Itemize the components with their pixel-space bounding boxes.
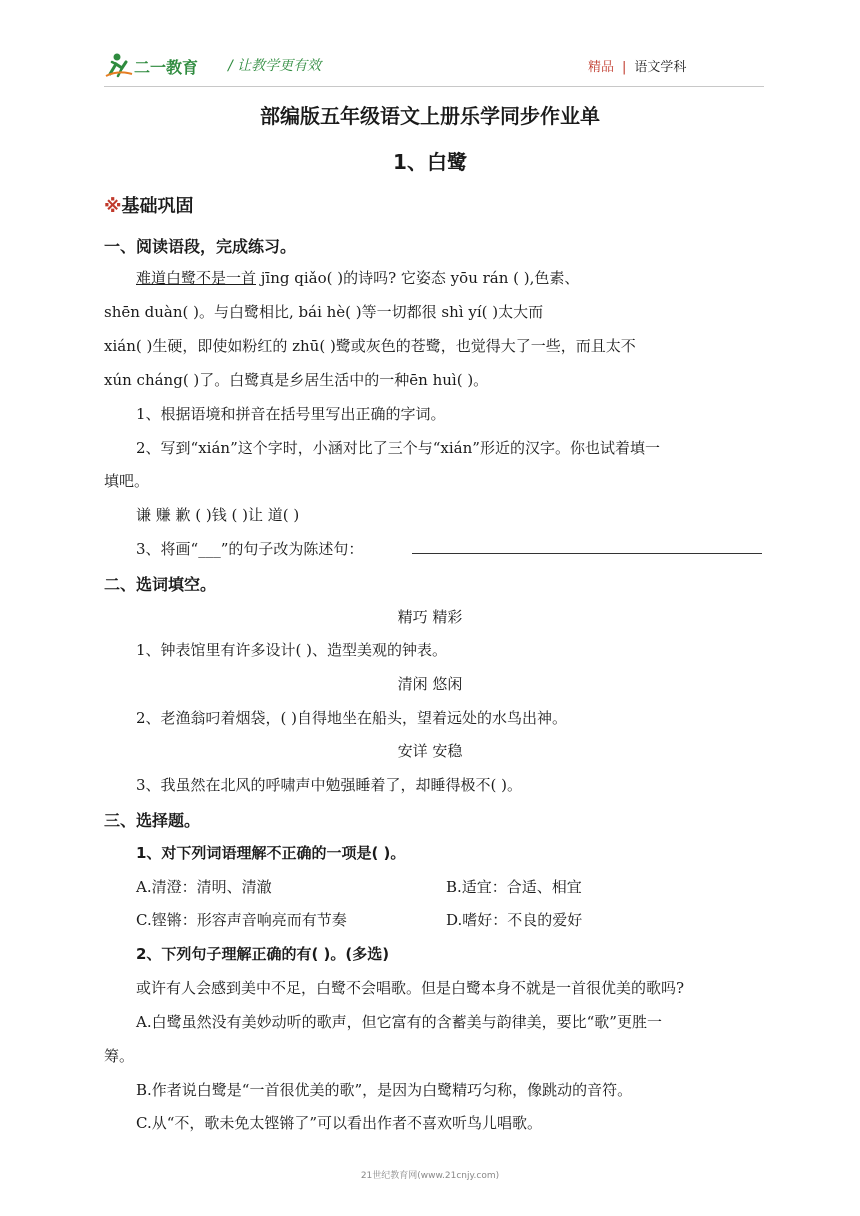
logo-text: 二一教育 xyxy=(134,58,199,77)
page-subtitle: 1、白鹭 xyxy=(393,150,467,174)
header-rule xyxy=(104,86,764,87)
header-divider: | xyxy=(622,60,627,75)
question-1-1: 1、根据语境和拼音在括号里写出正确的字词。 xyxy=(136,405,446,423)
section-mark: ※ xyxy=(104,196,122,217)
choice-question-1: 1、对下列词语理解不正确的一项是( )。 xyxy=(136,844,406,862)
underlined-sentence: 难道白鹭不是一首 xyxy=(136,269,257,287)
option-2a-cont: 筹。 xyxy=(104,1047,135,1065)
question-1-2-cont: 填吧。 xyxy=(104,472,150,490)
runner-icon xyxy=(106,54,132,77)
header-tags xyxy=(588,56,686,75)
option-1a[interactable]: A.清澄：清明、清澈 xyxy=(136,878,272,896)
question-1-2: 2、写到“xián”这个字时，小涵对比了三个与“xián”形近的汉字。你也试着填一 xyxy=(136,439,660,457)
char-fill-row: 谦 赚 歉 ( )钱 ( )让 道( ) xyxy=(136,506,300,524)
fill-sentence-3: 3、我虽然在北风的呼啸声中勉强睡着了，却睡得极不( )。 xyxy=(136,776,523,794)
header-slogan: / 让教学更有效 xyxy=(228,58,322,74)
page-title: 部编版五年级语文上册乐学同步作业单 xyxy=(260,104,600,128)
badge-label: 精品 xyxy=(588,60,615,75)
fill-sentence-2: 2、老渔翁叼着烟袋，( )自得地坐在船头，望着远处的水鸟出神。 xyxy=(136,709,568,727)
word-choice-3: 安详 安稳 xyxy=(397,742,463,760)
passage-line-4: xún cháng( )了。白鹭真是乡居生活中的一种ēn huì( )。 xyxy=(104,371,489,389)
answer-line[interactable] xyxy=(412,553,762,554)
passage-line-3: xián( )生硬，即使如粉红的 zhū( )鹭或灰色的苍鹭，也觉得大了一些，而且太不 xyxy=(104,337,636,355)
option-1d[interactable]: D.嗜好：不良的爱好 xyxy=(446,911,583,929)
word-choice-1: 精巧 精彩 xyxy=(397,608,463,626)
option-2c[interactable]: C.从“不，歌未免太铿锵了”可以看出作者不喜欢听鸟儿唱歌。 xyxy=(136,1114,543,1132)
passage-line-2: shēn duàn( )。与白鹭相比, bái hè( )等一切都很 shì yí( )太大而 xyxy=(104,303,544,321)
section-label: 基础巩固 xyxy=(121,196,194,217)
passage-line-1 xyxy=(136,267,579,288)
choice-question-2: 2、下列句子理解正确的有( )。(多选) xyxy=(136,945,390,963)
option-2b[interactable]: B.作者说白鹭是“一首很优美的歌”，是因为白鹭精巧匀称，像跳动的音符。 xyxy=(136,1081,633,1099)
word-choice-2: 清闲 悠闲 xyxy=(397,675,463,693)
question-2-passage: 或许有人会感到美中不足，白鹭不会唱歌。但是白鹭本身不就是一首很优美的歌吗? xyxy=(136,979,685,997)
subject-label: 语文学科 xyxy=(634,60,687,75)
question-1-3: 3、将画“___”的句子改为陈述句： xyxy=(136,540,364,558)
passage-line-1-rest: jīng qiǎo( )的诗吗? 它姿态 yōu rán ( ),色素、 xyxy=(256,269,580,287)
part2-heading: 二、选词填空。 xyxy=(104,575,217,594)
option-2a[interactable]: A.白鹭虽然没有美妙动听的歌声，但它富有的含蓄美与韵律美，要比“歌”更胜一 xyxy=(136,1013,662,1031)
section-basic xyxy=(104,192,194,218)
option-1c[interactable]: C.铿锵：形容声音响亮而有节奏 xyxy=(136,911,347,929)
fill-sentence-1: 1、钟表馆里有许多设计( )、造型美观的钟表。 xyxy=(136,641,448,659)
part1-heading: 一、阅读语段，完成练习。 xyxy=(104,237,297,256)
part3-heading: 三、选择题。 xyxy=(104,811,201,830)
option-1b[interactable]: B.适宜：合适、相宜 xyxy=(446,878,582,896)
page-footer: 21世纪教育网(www.21cnjy.com) xyxy=(360,1171,500,1181)
